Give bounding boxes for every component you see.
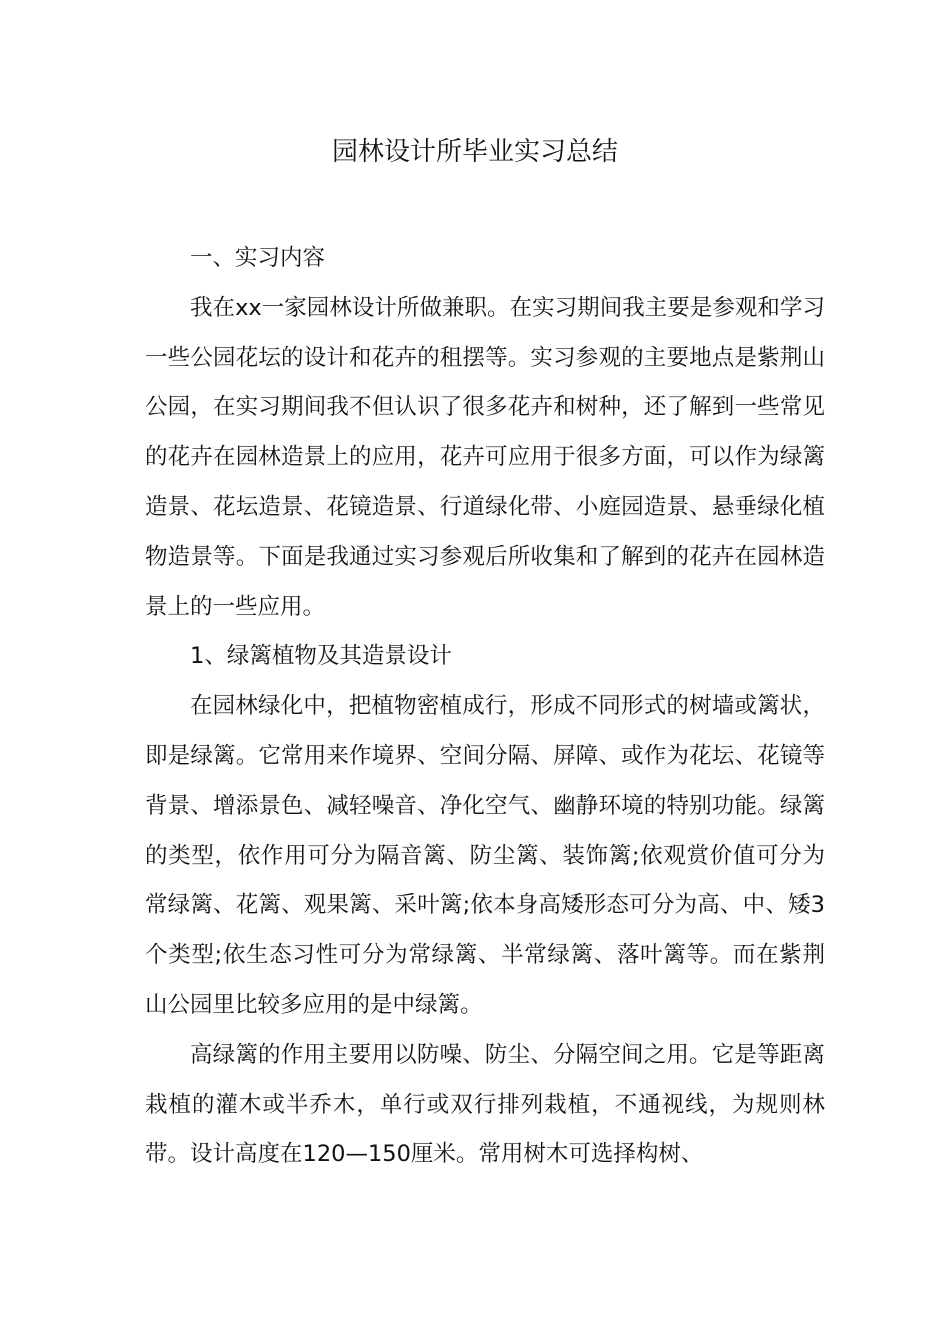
body-paragraph: 高绿篱的作用主要用以防噪、防尘、分隔空间之用。它是等距离栽植的灌木或半乔木，单行或双行排列栽植，不通视线，为规则林带。设计高度在120—150厘米。常用树木可选择构树、 [145, 1041, 825, 1168]
document-body [145, 234, 825, 1180]
subsection-heading: 1、绿篱植物及其造景设计 [190, 643, 452, 670]
body-paragraph: 在园林绿化中，把植物密植成行，形成不同形式的树墙或篱状，即是绿篱。它常用来作境界、空间分隔、屏障、或作为花坛、花镜等背景、增添景色、减轻噪音、净化空气、幽静环境的特别功能。绿篱的类型，依作用可分为隔音篱、防尘篱、装饰篱;依观赏价值可分为常绿篱、花篱、观果篱、采叶篱;依本身高矮形态可分为高、中、矮3个类型;依生态习性可分为常绿篱、半常绿篱、落叶篱等。而在紫荆山公园里比较多应用的是中绿篱。 [145, 693, 825, 1018]
section-heading: 一、实习内容 [190, 245, 326, 271]
body-paragraph: 我在xx一家园林设计所做兼职。在实习期间我主要是参观和学习一些公园花坛的设计和花卉的租摆等。实习参观的主要地点是紫荆山公园，在实习期间我不但认识了很多花卉和树种，还了解到一些常见的花卉在园林造景上的应用，花卉可应用于很多方面，可以作为绿篱造景、花坛造景、花镜造景、行道绿化带、小庭园造景、悬垂绿化植物造景等。下面是我通过实习参观后所收集和了解到的花卉在园林造景上的一些应用。 [145, 294, 825, 620]
document-title: 园林设计所毕业实习总结 [331, 137, 618, 167]
